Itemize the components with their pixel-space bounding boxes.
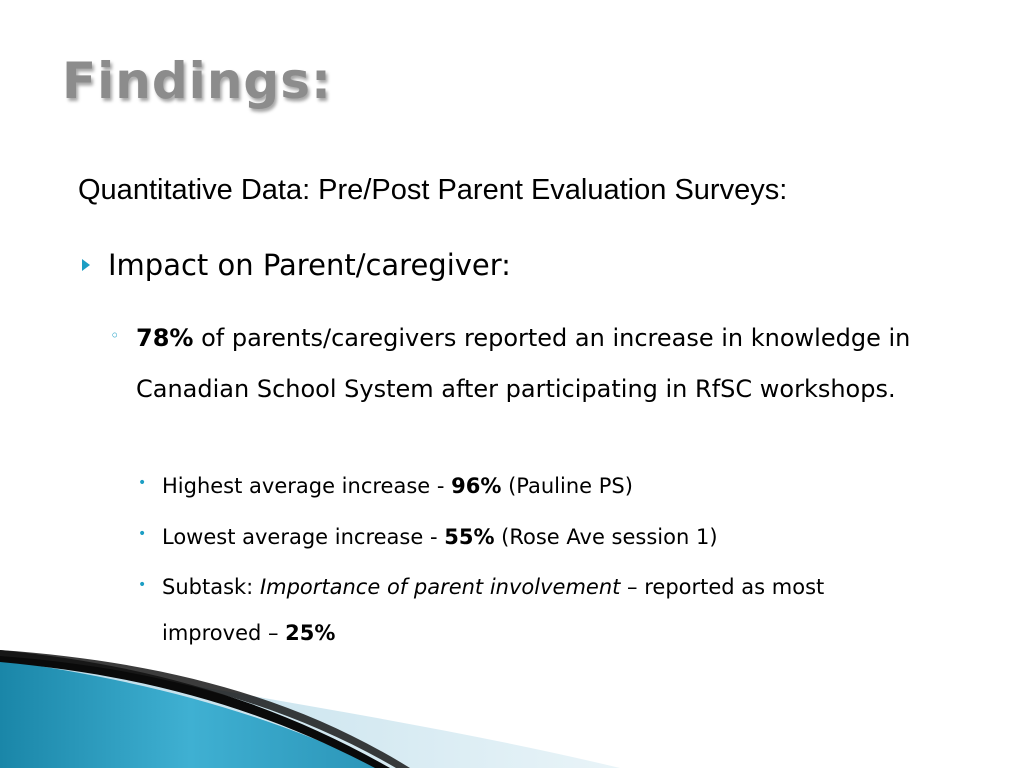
main-point-text: of parents/caregivers reported an increase in knowledge in Canadian School System after participating in RfSC workshops. <box>136 324 911 403</box>
circle-bullet-icon: ◦ <box>110 326 120 345</box>
sub-point-prefix: Highest average increase - <box>162 474 452 498</box>
dot-bullet-icon: • <box>138 475 147 491</box>
sub-point-suffix: (Rose Ave session 1) <box>494 525 718 549</box>
slide-title: Findings: <box>62 52 332 110</box>
dot-bullet-icon: • <box>138 577 147 593</box>
bullet-level1-text: Impact on Parent/caregiver: <box>108 248 511 282</box>
sub-point-prefix: Lowest average increase - <box>162 525 445 549</box>
section-subheading: Quantitative Data: Pre/Post Parent Evaluation Surveys: <box>78 174 788 206</box>
subtask-middle: – reported as most improved – <box>162 575 825 645</box>
subtask-italic: Importance of parent involvement <box>259 575 621 599</box>
sub-point-percent: 96% <box>451 474 502 498</box>
sub-point-suffix: (Pauline PS) <box>501 474 633 498</box>
subtask-prefix: Subtask: <box>162 575 260 599</box>
sub-point-percent: 55% <box>444 525 495 549</box>
main-point-percent: 78% <box>136 324 194 352</box>
dot-bullet-icon: • <box>138 526 147 542</box>
subtask-percent: 25% <box>285 621 336 645</box>
